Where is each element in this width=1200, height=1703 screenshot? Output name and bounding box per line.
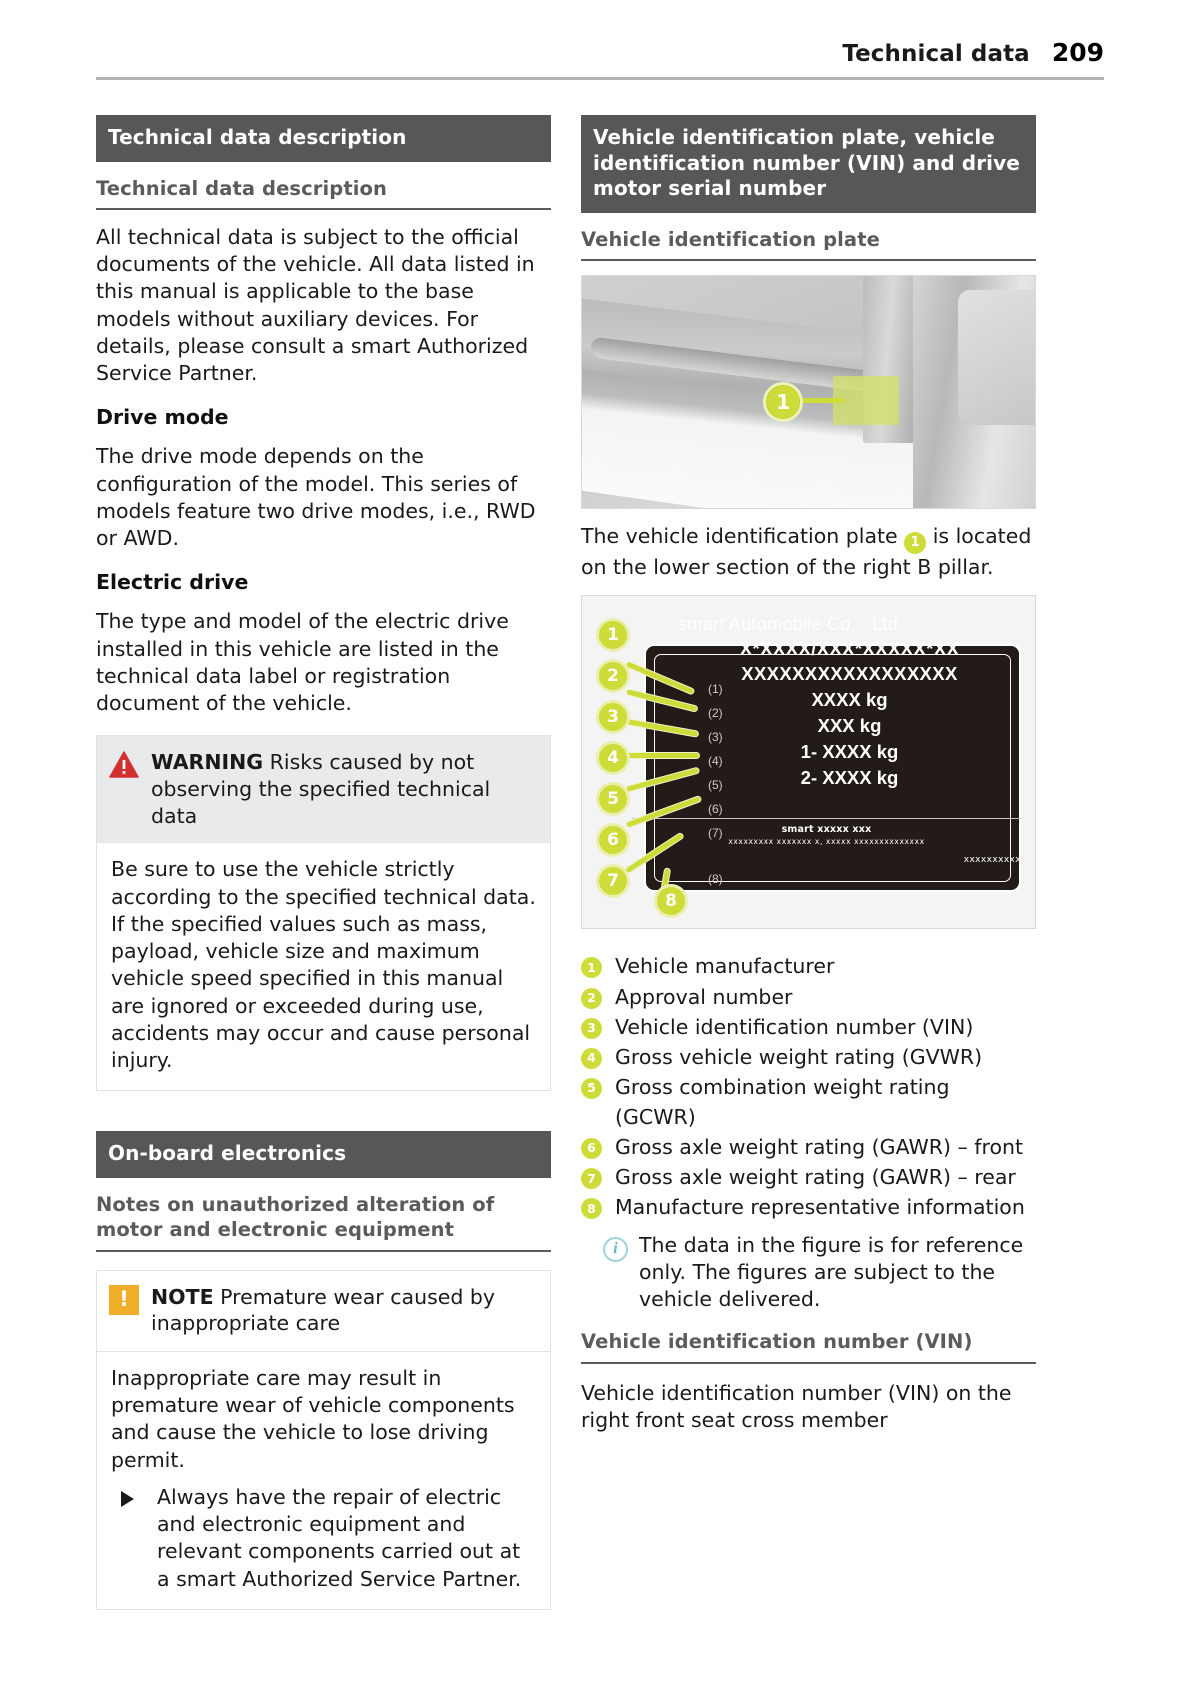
figure-identification-plate (581, 595, 1036, 929)
warning-header (97, 736, 550, 843)
plate-ref-3: (3) (708, 730, 723, 745)
list-item (581, 982, 1036, 1012)
note-body-text: Inappropriate care may result in premature wear of vehicle components and cause the vehicle to lose driving permit. (111, 1365, 515, 1472)
inline-badge-1: 1 (904, 532, 926, 554)
subheading-technical-data-description: Technical data description (96, 176, 388, 200)
header-rule (96, 77, 1104, 80)
note-bullet-list (111, 1484, 536, 1593)
right-column (581, 115, 1036, 1610)
page-number: 209 (1051, 38, 1104, 67)
plate-badge-1: 1 (596, 618, 630, 652)
subheading-vin: Vehicle identification number (VIN) (581, 1330, 973, 1354)
left-column (96, 115, 551, 1610)
heading-electric-drive: Electric drive (96, 570, 249, 595)
legend-label: Gross combination weight rating (GCWR) (615, 1074, 950, 1129)
heading-drive-mode: Drive mode (96, 405, 229, 430)
legend-badge: 2 (581, 988, 602, 1009)
list-item (581, 1072, 1036, 1132)
plate-line-gcwr: XXX kg (817, 715, 882, 737)
legend-badge: 4 (581, 1048, 602, 1069)
list-item (111, 1484, 536, 1593)
legend-badge: 5 (581, 1078, 602, 1099)
warning-triangle-icon (109, 751, 139, 778)
note-body (97, 1352, 550, 1609)
list-item (581, 1162, 1036, 1192)
subheading-rule-3 (581, 259, 1036, 261)
list-item (581, 1132, 1036, 1162)
legend-badge: 6 (581, 1138, 602, 1159)
plate-badge-2: 2 (596, 659, 630, 693)
section-banner-technical-data: Technical data description (96, 115, 551, 162)
figure-door-sill (581, 275, 1036, 509)
plate-footer-line-1: smart xxxxx xxx (781, 824, 872, 836)
vehicle-door-sill-photo (582, 276, 1035, 508)
plate-text-block (678, 614, 1021, 789)
plate-footer-line-3: xxxxxxxxxx (963, 855, 1021, 866)
intro-paragraph: All technical data is subject to the official documents of the vehicle. All data listed in this manual is applicable to the base models without auxiliary devices. For details, please consult a smart Authorized Service Partner. (96, 224, 535, 386)
warning-text (151, 749, 536, 829)
plate-badge-8: 8 (654, 884, 688, 918)
paragraph-electric-drive: The type and model of the electric drive installed in this vehicle are listed in the technical data label or registration document of the vehicle. (96, 609, 509, 716)
warning-box (96, 735, 551, 1091)
warning-label: WARNING (151, 750, 264, 775)
list-item (581, 1012, 1036, 1042)
plate-ref-5: (5) (708, 778, 723, 793)
plate-legend-list (581, 951, 1036, 1222)
plate-ref-7: (7) (708, 826, 723, 841)
plate-divider (632, 818, 1021, 819)
plate-location-caption (581, 523, 1036, 581)
subheading-unauthorized-alteration: Notes on unauthorized alteration of motor and electronic equipment (96, 1192, 495, 1242)
list-item (581, 1042, 1036, 1072)
legend-label: Gross axle weight rating (GAWR) – rear (615, 1165, 1016, 1190)
legend-badge: 1 (581, 957, 602, 978)
legend-badge: 3 (581, 1018, 602, 1039)
running-header-title: Technical data (842, 41, 1030, 67)
list-item (581, 951, 1036, 981)
note-header (97, 1271, 550, 1352)
legend-label: Vehicle identification number (VIN) (615, 1014, 974, 1039)
legend-label: Vehicle manufacturer (615, 954, 835, 979)
plate-badge-4: 4 (596, 741, 630, 775)
plate-ref-2: (2) (708, 706, 723, 721)
legend-label: Gross vehicle weight rating (GVWR) (615, 1044, 983, 1069)
plate-ref-4: (4) (708, 754, 723, 769)
triangle-bullet-icon (121, 1491, 134, 1507)
plate-badge-7: 7 (596, 864, 630, 898)
identification-plate-diagram (582, 596, 1035, 928)
plate-line-gawr-front: 1- XXXX kg (800, 741, 899, 763)
plate-line-manufacturer: smart Automobile Co. , Ltd. (678, 614, 904, 635)
plate-footer-block (632, 824, 1021, 865)
two-column-layout (96, 115, 1104, 1610)
note-box (96, 1270, 551, 1610)
plate-ref-8: (8) (708, 872, 723, 887)
leader-line-4 (626, 752, 700, 759)
paragraph-drive-mode: The drive mode depends on the configuration of the model. This series of models feature two drive modes, i.e., RWD or AWD. (96, 444, 536, 551)
list-item (581, 1192, 1036, 1222)
warning-body (97, 843, 550, 1090)
section-banner-onboard-electronics: On-board electronics (96, 1131, 551, 1178)
plate-badge-5: 5 (596, 782, 630, 816)
plate-badge-3: 3 (596, 700, 630, 734)
callout-badge-1: 1 (763, 382, 803, 422)
note-title: Premature wear caused by inappropriate care (151, 1284, 496, 1336)
plate-footer-line-2: xxxxxxxxx xxxxxxx x, xxxxx xxxxxxxxxxxxxx (728, 837, 925, 847)
plate-line-vin: XXXXXXXXXXXXXXXXX (741, 663, 958, 685)
legend-label: Gross axle weight rating (GAWR) – front (615, 1135, 1024, 1160)
plate-badge-6: 6 (596, 823, 630, 857)
subheading-vehicle-identification-plate: Vehicle identification plate (581, 227, 880, 251)
legend-badge: 8 (581, 1198, 602, 1219)
caption-post: is located on the lower section of the right B pillar. (581, 524, 1032, 580)
list-item-label: Always have the repair of electric and electronic equipment and relevant components carried out at a smart Authorized Service Partner. (157, 1484, 522, 1591)
note-exclamation-icon: ! (109, 1285, 139, 1315)
warning-title: Risks caused by not observing the specified technical data (151, 750, 491, 828)
plate-line-approval: X*XXXX/XXX*XXXXX*XX (739, 638, 960, 660)
legend-label: Approval number (615, 984, 793, 1009)
legend-badge: 7 (581, 1168, 602, 1189)
plate-ref-6: (6) (708, 802, 723, 817)
warning-body-text: Be sure to use the vehicle strictly according to the specified technical data. If the specified values such as mass, payload, vehicle size and maximum vehicle speed specified in this manual are ignored or exceeded during use, accidents may occur and cause personal injury. (111, 857, 536, 1073)
seat (958, 290, 1035, 425)
plate-line-gvwr: XXXX kg (811, 689, 888, 711)
subheading-rule-2 (96, 1250, 551, 1252)
plate-ref-1: (1) (708, 682, 723, 697)
running-header (96, 38, 1104, 67)
section-banner-vehicle-identification: Vehicle identification plate, vehicle identification number (VIN) and drive motor serial number (581, 115, 1036, 213)
note-label: NOTE (151, 1284, 214, 1309)
caption-pre: The vehicle identification plate (581, 524, 905, 549)
note-text (151, 1284, 536, 1337)
legend-label: Manufacture representative information (615, 1195, 1025, 1220)
subheading-rule (96, 208, 551, 210)
info-note (581, 1232, 1036, 1314)
subheading-rule-4 (581, 1362, 1036, 1364)
info-circle-icon: i (603, 1237, 628, 1262)
info-note-text: The data in the figure is for reference only. The figures are subject to the vehicle delivered. (639, 1232, 1024, 1311)
plate-line-gawr-rear: 2- XXXX kg (800, 767, 899, 789)
vin-location-text: Vehicle identification number (VIN) on the right front seat cross member (581, 1380, 1012, 1432)
